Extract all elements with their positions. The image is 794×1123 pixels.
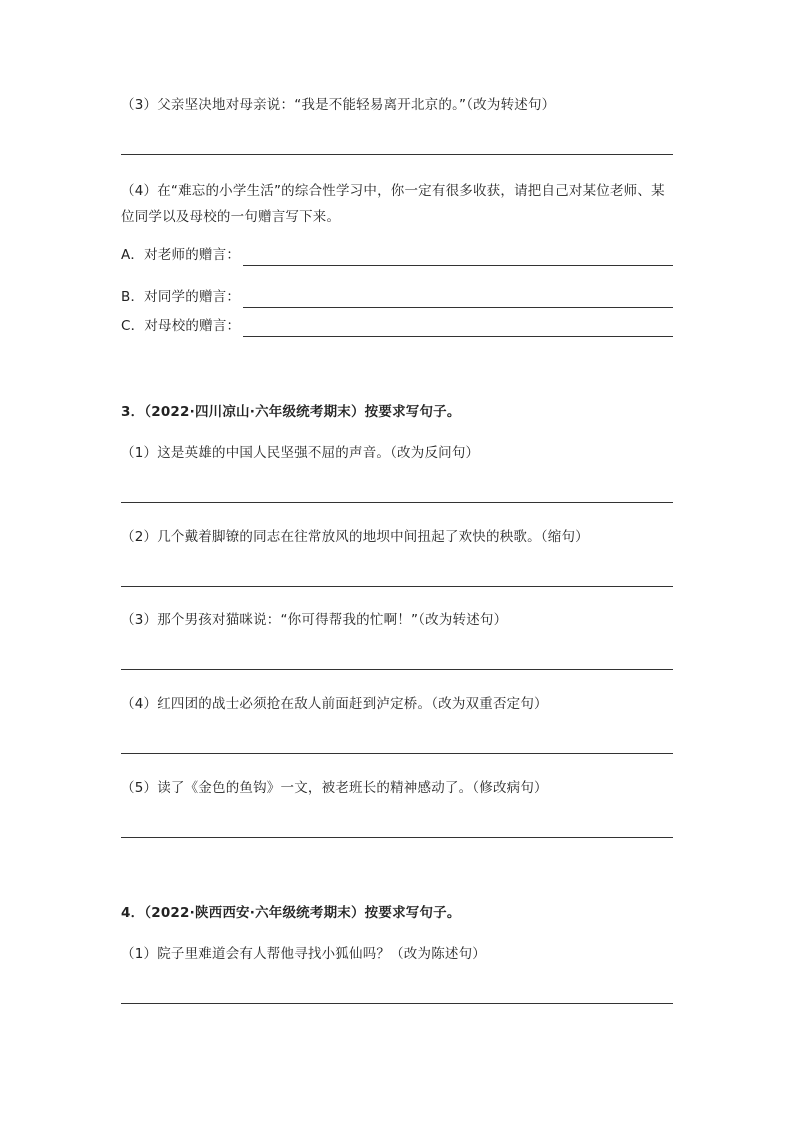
question-4-heading: 4．（2022·陕西西安·六年级统考期末）按要求写句子。 — [121, 905, 461, 921]
question-2-4-text-line2: 位同学以及母校的一句赠言写下来。 — [121, 209, 341, 225]
answer-label-teacher: A．对老师的赠言： — [121, 247, 241, 263]
answer-row-school — [121, 317, 673, 337]
answer-line-teacher[interactable] — [243, 265, 673, 266]
answer-label-school: C．对母校的赠言： — [121, 318, 241, 334]
answer-line-3-2[interactable] — [121, 586, 673, 587]
answer-row-classmate — [121, 288, 673, 308]
question-3-heading: 3．（2022·四川凉山·六年级统考期末）按要求写句子。 — [121, 404, 461, 420]
answer-line-2-3[interactable] — [121, 154, 673, 155]
question-3-5-text: （5）读了《金色的鱼钩》一文，被老班长的精神感动了。（修改病句） — [121, 780, 548, 796]
answer-line-school[interactable] — [243, 336, 673, 337]
question-3-2-text: （2）几个戴着脚镣的同志在往常放风的地坝中间扭起了欢快的秧歌。（缩句） — [121, 529, 589, 545]
answer-line-3-1[interactable] — [121, 502, 673, 503]
answer-label-classmate: B．对同学的赠言： — [121, 289, 241, 305]
answer-line-3-3[interactable] — [121, 669, 673, 670]
question-3-1-text: （1）这是英雄的中国人民坚强不屈的声音。（改为反问句） — [121, 445, 480, 461]
answer-line-classmate[interactable] — [243, 307, 673, 308]
answer-line-3-4[interactable] — [121, 753, 673, 754]
question-3-3-text: （3）那个男孩对猫咪说：“你可得帮我的忙啊！”（改为转述句） — [121, 612, 508, 628]
question-2-4-text-line1: （4）在“难忘的小学生活”的综合性学习中，你一定有很多收获，请把自己对某位老师、某 — [121, 183, 665, 199]
answer-line-3-5[interactable] — [121, 837, 673, 838]
question-2-3-text: （3）父亲坚决地对母亲说：“我是不能轻易离开北京的。”（改为转述句） — [121, 97, 556, 113]
question-3-4-text: （4）红四团的战士必须抢在敌人前面赶到泸定桥。（改为双重否定句） — [121, 696, 548, 712]
question-4-1-text: （1）院子里难道会有人帮他寻找小狐仙吗？（改为陈述句） — [121, 946, 486, 962]
answer-row-teacher — [121, 246, 673, 266]
answer-line-4-1[interactable] — [121, 1003, 673, 1004]
